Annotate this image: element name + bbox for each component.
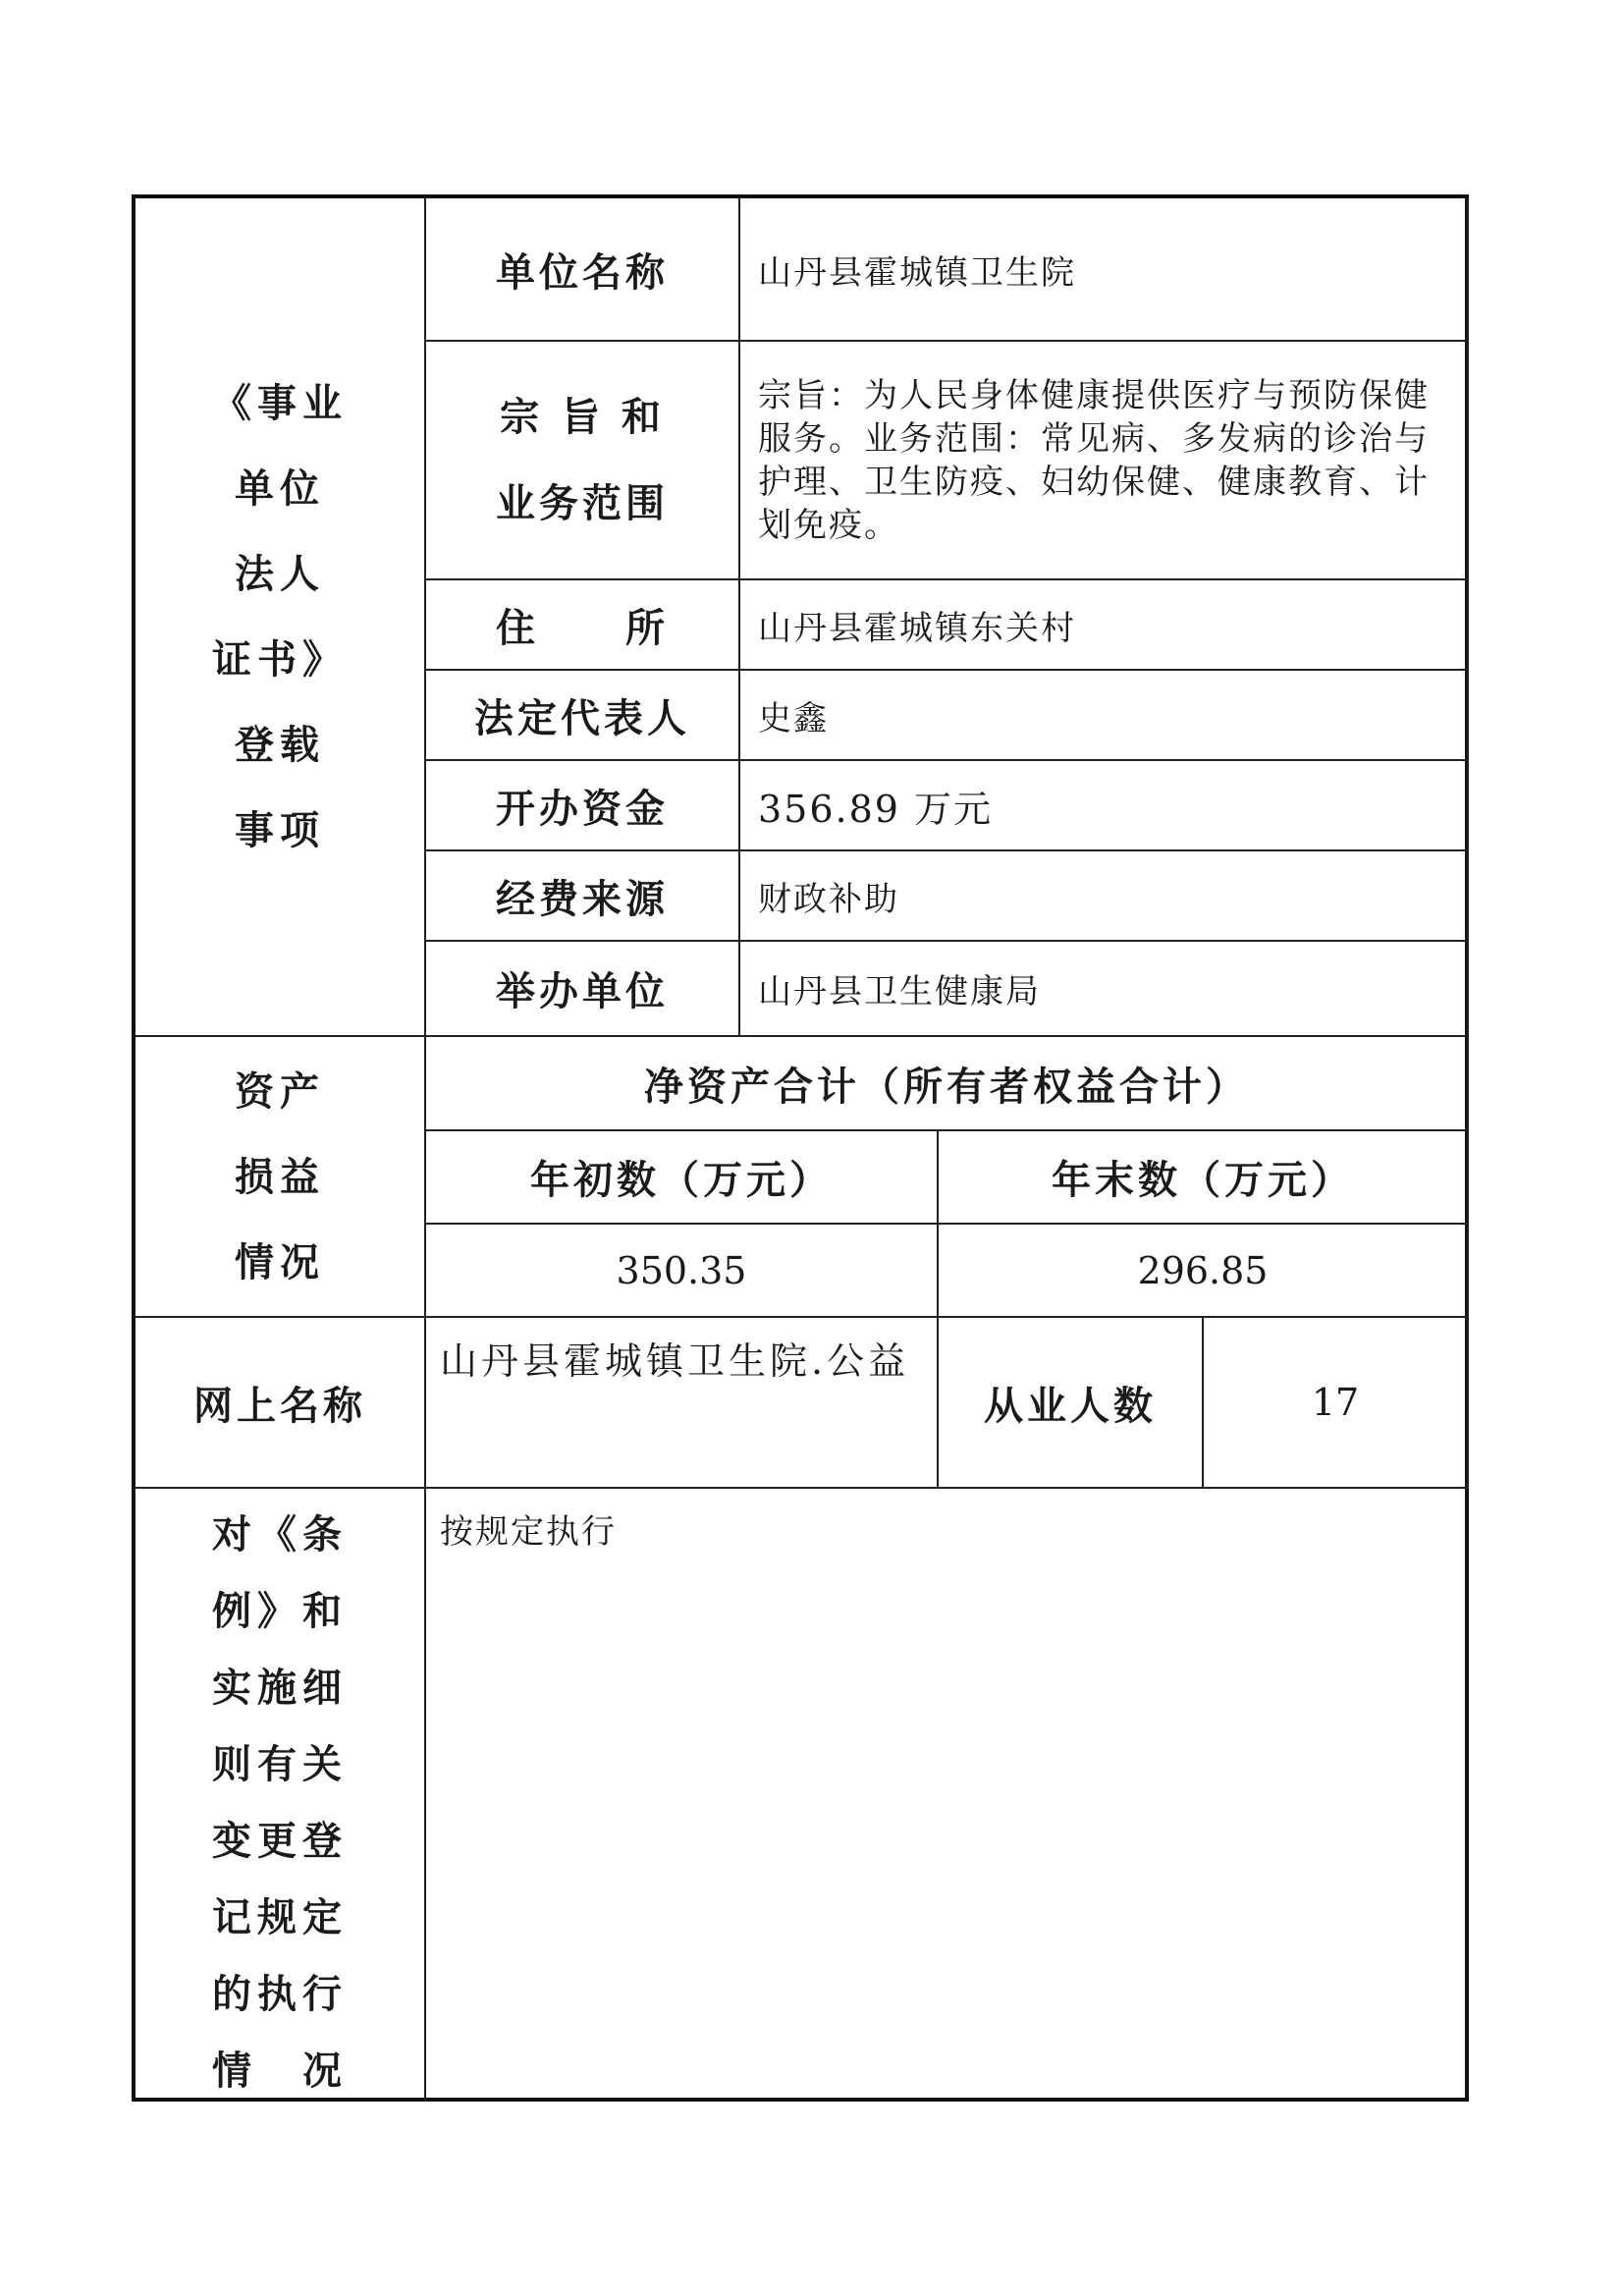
execution-value: 按规定执行 xyxy=(440,1512,617,1552)
online-name-value: 山丹县霍城镇卫生院.公益 xyxy=(426,1318,939,1489)
startup-capital-label: 开办资金 xyxy=(426,761,740,851)
registration-section-label: 《事业 单位 法人 证书》 登载 事项 xyxy=(135,198,426,1037)
staff-count-value: 17 xyxy=(1204,1318,1469,1489)
address-value: 山丹县霍城镇东关村 xyxy=(740,580,1469,671)
funding-source-value: 财政补助 xyxy=(740,851,1469,942)
net-assets-header: 净资产合计（所有者权益合计） xyxy=(426,1037,1469,1131)
year-end-value: 296.85 xyxy=(939,1225,1469,1318)
year-start-value: 350.35 xyxy=(426,1225,939,1318)
unit-name-label: 单位名称 xyxy=(426,198,740,342)
registration-form-table xyxy=(132,194,1469,2102)
online-name-label: 网上名称 xyxy=(135,1318,426,1489)
funding-source-label: 经费来源 xyxy=(426,851,740,942)
assets-section-label: 资产 损益 情况 xyxy=(135,1037,426,1318)
startup-capital-value: 356.89 万元 xyxy=(740,761,1469,851)
legal-representative-label: 法定代表人 xyxy=(426,671,740,761)
execution-section-label: 对《条 例》和 实施细 则有关 变更登 记规定 的执行 情 况 xyxy=(135,1489,426,2102)
unit-name-value: 山丹县霍城镇卫生院 xyxy=(740,198,1469,342)
staff-count-label: 从业人数 xyxy=(939,1318,1204,1489)
year-end-header: 年末数（万元） xyxy=(939,1131,1469,1225)
purpose-scope-value: 宗旨：为人民身体健康提供医疗与预防保健服务。业务范围：常见病、多发病的诊治与护理、卫生防疫、妇幼保健、健康教育、计划免疫。 xyxy=(740,342,1469,580)
sponsor-unit-value: 山丹县卫生健康局 xyxy=(740,942,1469,1037)
year-start-header: 年初数（万元） xyxy=(426,1131,939,1225)
purpose-scope-label: 宗 旨 和 业务范围 xyxy=(426,342,740,580)
legal-representative-value: 史鑫 xyxy=(740,671,1469,761)
address-label: 住 所 xyxy=(426,580,740,671)
sponsor-unit-label: 举办单位 xyxy=(426,942,740,1037)
